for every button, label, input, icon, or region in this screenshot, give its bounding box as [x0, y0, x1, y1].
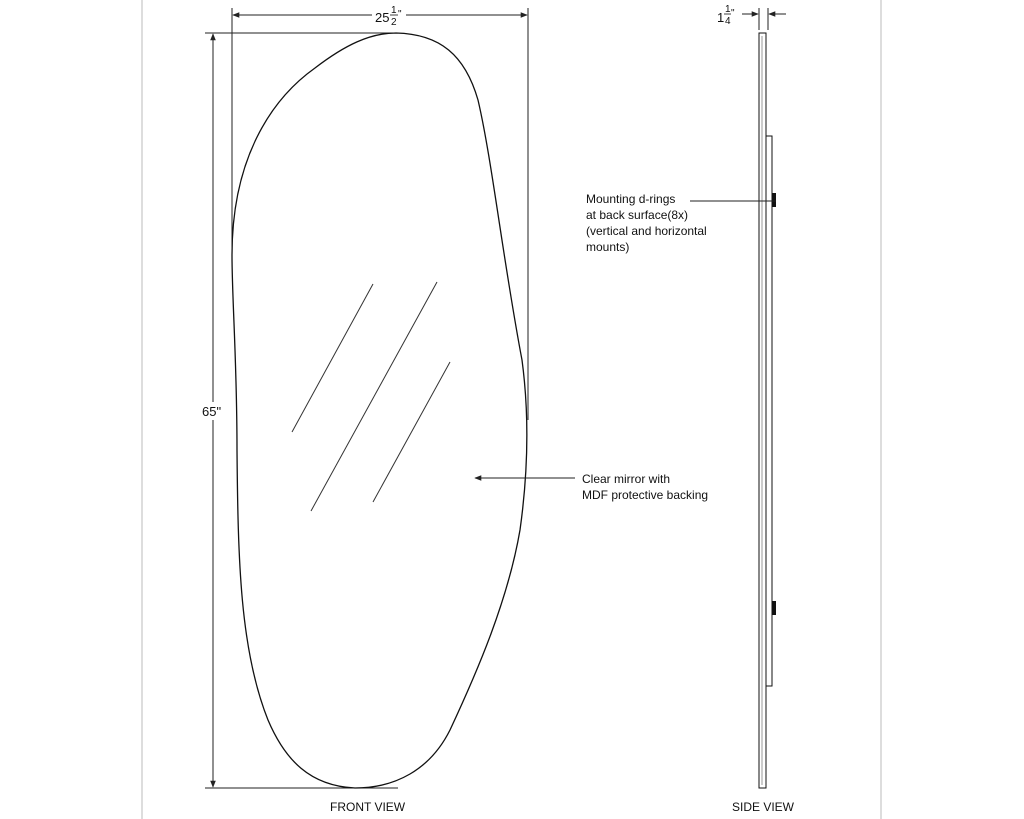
mirror-side-profile: [759, 33, 766, 788]
reflection-line-3: [373, 362, 450, 502]
depth-label-denominator: 4: [725, 16, 731, 27]
mirror-callout-line-2: MDF protective backing: [582, 488, 709, 502]
depth-label-unit: ": [731, 8, 735, 19]
width-label-whole: 25: [375, 10, 390, 25]
d-ring-lower: [772, 601, 776, 615]
reflection-line-2: [311, 282, 437, 511]
width-label-numerator: 1: [391, 5, 397, 16]
reflection-line-1: [292, 284, 373, 432]
front-view: [200, 4, 708, 814]
mirror-callout-line-1: Clear mirror with: [582, 472, 671, 486]
side-view-label: SIDE VIEW: [732, 800, 795, 814]
side-view: [586, 4, 795, 814]
width-label-denominator: 2: [391, 17, 397, 28]
height-label: 65": [202, 404, 222, 419]
depth-label-whole: 1: [717, 10, 725, 25]
mounting-callout-line-4: mounts): [586, 240, 630, 254]
mounting-callout-line-2: at back surface(8x): [586, 208, 689, 222]
mounting-callout-line-3: (vertical and horizontal: [586, 224, 707, 238]
depth-label-numerator: 1: [725, 4, 731, 15]
d-ring-upper: [772, 193, 776, 207]
width-label-unit: ": [398, 9, 402, 20]
mirror-outline: [232, 33, 527, 788]
mdf-backing-profile: [766, 136, 772, 686]
front-view-label: FRONT VIEW: [330, 800, 406, 814]
mounting-callout-line-1: Mounting d-rings: [586, 192, 676, 206]
